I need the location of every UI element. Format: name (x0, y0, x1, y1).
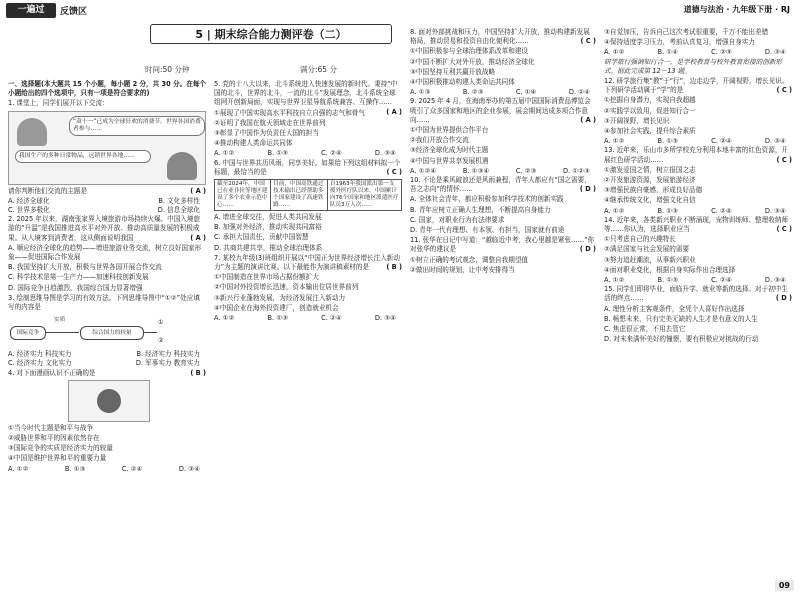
table-cell: 截至2024年，中国已在亚非拉等地区建设了多个农业示范中心…… (215, 180, 271, 211)
option: ②实践学以致用，促进知行合一 (604, 106, 696, 115)
diagram-label: 实质 (54, 317, 66, 324)
option: B. 加强对外经济，推动实现共同富裕 (214, 223, 322, 232)
table-cell: 自1963年我国派出第一支援外医疗队以来，中国累计向76个国家和地区派遣医疗队员3万人次…… (327, 180, 401, 211)
option: ③自觉加压，告诉自己这次考试很重要，千万不能出差错 (604, 28, 769, 36)
mind-map-diagram (8, 314, 206, 348)
table-cell: 目前，中国高铁通过技术输出已经帮助多个国家建设了高速铁路…… (271, 180, 328, 211)
column-2 (214, 80, 402, 323)
diagram-blank: ② (158, 337, 164, 345)
option: ②开发旅游资源，发展旅游经济 (604, 176, 696, 185)
option: ③国际竞争的实质是经济实力的较量 (8, 444, 113, 453)
option: ④中国是维护世界和平的重要力量 (8, 454, 107, 463)
option: ③开阔视野，增长见识 (604, 116, 670, 125)
option: A. 理性分析主客观条件，全凭个人喜好作出选择 (604, 304, 745, 313)
question-5: 5. 党的十八大以来，北斗系统进入快速发展的新时代。秉持“中国的北斗，世界的北斗，一流的北斗”发展理念，北斗系统全球组网开创新局面，实现与世界卫星导航系统兼容、互操作…… ( A ) (214, 80, 402, 116)
option-row: A. ①② B. ①③ C. ②④ D. ③④ (604, 276, 786, 285)
option: ④中国企业在海外投资建厂，创造就业机会 (214, 303, 339, 312)
question-9: 9. 2025 年 4 月，在海南举办的第五届中国国际消费品博览会吸引了众多国家和地区的企业参展，展会期间达成多项合作意向…… ( A ) (410, 97, 596, 124)
question-14: 14. 近年来，各类新兴职业不断涌现，宠物训练师、整理收纳师等……你认为，选择职业应当 ( C ) (604, 215, 792, 234)
option: D. 国际竞争日趋激烈，我国综合国力显著增强 (8, 283, 143, 292)
material-intro: 研学旅行强调知行合一，是学校教育与校外教育衔接的创新形式。据此完成第 12～13 题。 (604, 57, 783, 75)
subject-label: 道德与法治 · 九年级下册 · RJ (683, 5, 790, 14)
speech-bubble-1: “双十一”已成为全球狂欢的消费节，世界各国消费者参与…… (69, 116, 205, 136)
option: ①当今时代主题是和平与战争 (8, 423, 94, 432)
question-7: 7. 某校九年级(3)班组织开展以“中国正为世界经济增长注入新动力”为主题的演讲比赛。以下最能作为演讲稿素材的是 ( B ) (214, 253, 402, 272)
option: ③彰显了中国作为负责任大国的担当 (214, 129, 319, 138)
score-info: 满分:65 分 (300, 65, 337, 74)
option: ④中国与世界共享发展机遇 (410, 156, 489, 165)
option: C. 国家，对职业行为有法律要求 (410, 215, 505, 224)
question-12: 12. 研学旅行集“教”于“行”，边走边学，开阔视野，增长见识。下列研学活动属于“学”的是 ( C ) (604, 77, 792, 95)
option: ①激发爱国之情，树立报国之志 (604, 165, 696, 174)
option-row: A. 经济全球化 B. 文化多样性 (8, 196, 200, 205)
option-row: A. ①② B. ①③ C. ②④ D. ③④ (8, 464, 200, 473)
option: ④继承传统文化，增强文化自信 (604, 196, 696, 205)
option: ④中国积极推动构建人类命运共同体 (410, 78, 515, 87)
option-row: A. ①③ B. ②③ C. ①④ D. ②④ (410, 88, 590, 97)
option: B. 我国坚持扩大开放，积极与世界各国开展合作交流 (8, 263, 162, 272)
option: ③中国坚持互利共赢开放战略 (410, 67, 496, 76)
column-1 (8, 80, 206, 474)
option: ②威胁世界和平的因素依然存在 (8, 434, 100, 443)
classroom-illustration (8, 111, 206, 185)
diagram-node: 国际竞争 (10, 326, 46, 340)
column-4 (604, 28, 792, 346)
option: ④面对职业变化，根据自身实际作出合理选择 (604, 265, 736, 274)
question-13: 13. 近年来，乐山市多所学校充分利用本地丰富的红色资源，开展红色研学活动…… ( C ) (604, 146, 792, 164)
option: ②我们开放合作交流 (410, 136, 469, 145)
option: C. 承担大国责任，贡献中国智慧 (214, 233, 309, 242)
option: ①展现了中国实现高水平科技自立自强的志气和骨气 (214, 108, 365, 117)
brand-logo: 一遍过 (6, 3, 56, 18)
option-row: A. ①② B. ①③ C. ②④ D. ③④ (214, 314, 396, 323)
option-row: A. 经济实力 科技实力 B. 经济实力 科技实力 (8, 350, 200, 359)
option: D. 青年一代有理想、有本领、有担当，国家就有前途 (410, 226, 565, 235)
column-3 (410, 28, 596, 276)
option: ②中国不断扩大对外开放，推动经济全球化 (410, 57, 535, 66)
option: ③经济全球化成为时代主题 (410, 146, 489, 155)
option: ②中国对外投资增长迅速，资本输出位居世界前列 (214, 283, 359, 292)
option: ①中国为世界提供合作平台 (410, 126, 489, 135)
option-row: A. ①② B. ①③ C. ②④ D. ③④ (604, 137, 786, 146)
option: D. 共商共建共享，推动全球治理体系 (214, 243, 323, 252)
option: ②证明了我国在航天领域走在世界前列 (214, 118, 326, 127)
option-row: C. 世界多极化 D. 信息全球化 (8, 206, 200, 215)
section-label: 反馈区 (60, 7, 88, 17)
option: D. 对未来满怀美好的憧憬，要有积极应对挑战的行动 (604, 335, 759, 344)
option: ④推动构建人类命运共同体 (214, 139, 293, 148)
option: ①挖掘自身潜力，实现自我超越 (604, 96, 696, 105)
option: ④参加社会实践，提升综合素质 (604, 127, 696, 136)
question-4: 4. 对下面漫画认识不正确的是 ( B ) (8, 368, 206, 377)
section-heading: 一、选择题(本大题共 15 个小题，每小题 2 分，共 30 分。在每个小题给出的四个选项中，只有一项是符合要求的) (8, 80, 206, 98)
question-11: 11. 张华在日记中写道：“越临近中考，我心里越是紧张……”你对张华的建议是 ( D ) (410, 236, 596, 254)
speech-bubble-2: 我国生产的多种日常物品，远销世界各地…… (15, 150, 151, 163)
exam-title: 5 | 期末综合能力测评卷（二） (150, 24, 392, 44)
option: A. 增进全球交往，促进人类共同发展 (214, 213, 322, 222)
question-15: 15. 同学们即将毕业，面临升学、就业等新的选择。对于初中生活的终点…… ( D ) (604, 285, 792, 303)
option: ④保持适度学习压力，考前认真复习，增强自身实力 (604, 38, 755, 47)
material-table (214, 179, 402, 211)
arrow-icon (143, 332, 157, 333)
cartoon-image (68, 380, 150, 422)
globe-icon (97, 389, 121, 413)
option: ③增强民族自豪感，形成良好品德 (604, 186, 703, 195)
option: ①只考虑自己的兴趣特长 (604, 235, 676, 244)
question-6: 6. 中国与世界共历风雨，同享美好。如果给下列这组材料拟一个标题，最恰当的是 ( C ) (214, 158, 402, 176)
option-row: A. ①② B. ①③ C. ②④ D. ③④ (214, 149, 396, 158)
option: C. 科学技术是第一生产力——加速科技创新发展 (8, 273, 149, 282)
option-row: C. 经济实力 文化实力 D. 军事实力 教育实力 (8, 359, 200, 368)
question-2: 2. 2025 年以来，湖南张家界入境旅游市场持续火爆。中国入境旅游的“升温”是我国推进高水平对外开放、推动高质量发展的积极成果。从入境客到消费者，这从侧面说明我国 ( A ) (8, 215, 206, 242)
option: C. 焦虑很正常，不用去管它 (604, 325, 686, 334)
question-10: 10. 不论是乘风破浪还是风雨兼程，青年人都应有“国之需要，吾之志向”的情怀…… ( D ) (410, 176, 596, 194)
question-8: 8. 面对外部挑战和压力，中国坚持扩大开放，推动构建新发展格局，推动贸易和投资自由化便利化…… ( C ) (410, 28, 596, 46)
option: ①树立正确的考试观念，调整自我期望值 (410, 255, 529, 264)
student-figure-icon (17, 118, 47, 146)
question-3: 3. 绘制思维导图是学习的有效方法。下列思维导图中“①②”处应填写的内容是 (8, 293, 200, 312)
top-bar (0, 0, 800, 22)
question-1-prompt: 请你判断他们交流的主题是 ( A ) (8, 186, 206, 195)
option: ②做出时间的规划，让中考安排得当 (410, 265, 515, 274)
option: ①中国积极参与全球治理体系改革和建设 (410, 47, 529, 56)
diagram-blank: ① (158, 319, 164, 327)
question-1: 1. 课堂上，同学们展开以下交流： (8, 99, 109, 108)
page-number: 09 (775, 580, 794, 591)
option-row: A. ①② B. ①④ C. ②③ D. ③④ (604, 48, 786, 57)
option: ③努力追赶潮流，从事新兴职业 (604, 255, 696, 264)
diagram-node: 综合国力的较量 (80, 326, 144, 340)
option: ③新兴行业蓬勃发展，为经济发展注入新动力 (214, 293, 346, 302)
time-info: 时间:50 分钟 (145, 65, 190, 74)
option: B. 畅想未来，只有完美无缺的人生才是有意义的人生 (604, 314, 758, 323)
option-row: A. ①② B. ①③ C. ②④ D. ③④ (604, 206, 786, 215)
option: ①中国制造在世界市场占据份额扩大 (214, 273, 319, 282)
arrow-icon (45, 332, 79, 333)
option: A. 全体社会青年，都应积极参加科学技术的创新实践 (410, 195, 564, 204)
option: ②满足国家与社会发展的需要 (604, 245, 690, 254)
student-figure-icon (167, 152, 197, 180)
option: A. 顺应经济全球化的趋势——增进旅游业务交流，树立良好国家形象——促进国际合作发展 (8, 243, 202, 262)
option-row: A. ①②④ B. ①③④ C. ②③ D. ①②③ (410, 166, 590, 175)
option: B. 青年应树立正确人生理想，不断提高自身能力 (410, 205, 551, 214)
